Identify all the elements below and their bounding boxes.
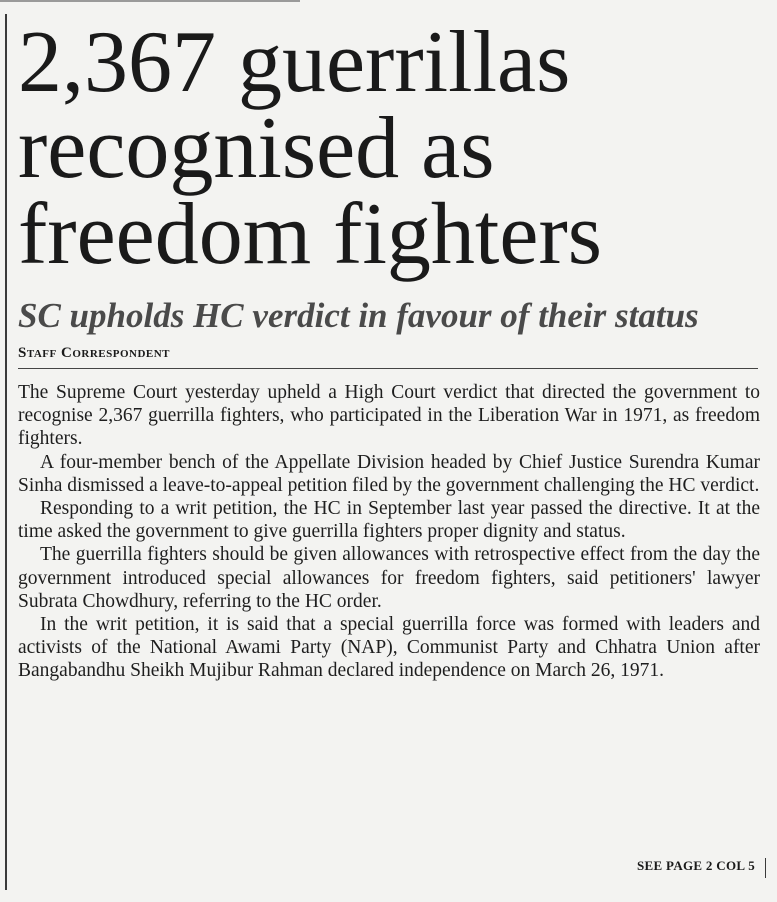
subheadline: SC upholds HC verdict in favour of their status xyxy=(18,296,699,335)
headline xyxy=(18,14,760,283)
column-right-rule xyxy=(765,858,766,878)
headline-line-3: freedom fighters xyxy=(18,186,602,283)
continuation-jump-line: SEE PAGE 2 COL 5 xyxy=(637,858,755,873)
top-rule xyxy=(0,0,300,2)
byline: Staff Correspondent xyxy=(18,345,171,361)
paragraph: In the writ petition, it is said that a special guerrilla force was formed with leaders and activists of the National Awami Party (NAP), Communist Party and Chhatra Union after Bangabandhu Sheikh Mujibur Rahman declared independence on March 26, 1971. xyxy=(18,614,760,682)
paragraph: Responding to a writ petition, the HC in September last year passed the directive. It at the time asked the government to give guerrilla fighters proper dignity and status. xyxy=(18,498,760,543)
headline-line-2: recognised as xyxy=(18,100,495,197)
headline-line-1: 2,367 guerrillas xyxy=(18,14,571,111)
paragraph: The Supreme Court yesterday upheld a High Court verdict that directed the government to recognise 2,367 guerrilla fighters, who participated in the Liberation War in 1971, as freedom fighters. xyxy=(18,382,760,450)
article-body xyxy=(18,381,760,683)
news-article xyxy=(18,14,760,683)
byline-divider xyxy=(18,368,758,369)
column-left-rule xyxy=(5,14,7,890)
paragraph: The guerrilla fighters should be given allowances with retrospective effect from the day the government introduced special allowances for freedom fighters, said petitioners' lawyer Subrata Chowdhury, referring to the HC order. xyxy=(18,544,760,612)
paragraph: A four-member bench of the Appellate Division headed by Chief Justice Surendra Kumar Sinha dismissed a leave-to-appeal petition filed by the government challenging the HC verdict. xyxy=(18,451,760,496)
